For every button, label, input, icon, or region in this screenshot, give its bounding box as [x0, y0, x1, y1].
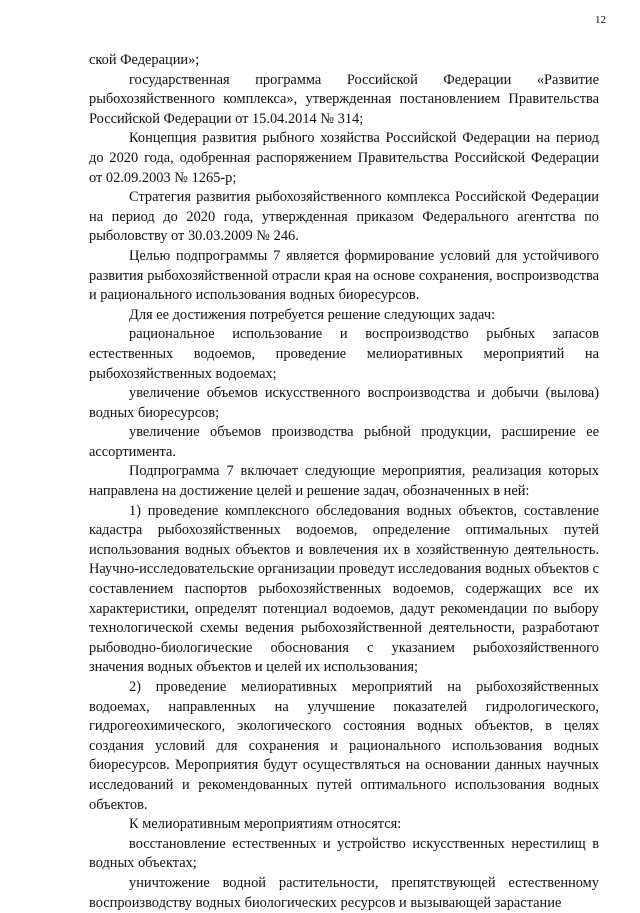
page-number: 12 [595, 14, 606, 26]
paragraph: ской Федерации»; [89, 52, 200, 68]
paragraph: Целью подпрограммы 7 является формирование условий для устойчивого развития рыбохозяйственной отрасли края на основе сохранения, воспроизводства и рационального использования водных биоресурсов. [89, 247, 599, 304]
paragraph: 2) проведение мелиоративных мероприятий на рыбохозяйственных водоемах, направленных на улучшение показателей гидрологического, гидрогеохимического, экологического состояния водных объектов, в целях создания условий для сохранения и рационального использования водных биоресурсов. Мероприятия будут осуществляться на основании данных научных исследований и рекомендованных путей оптимального использования водных объектов. [89, 679, 599, 813]
paragraph: Стратегия развития рыбохозяйственного комплекса Российской Федерации на период до 2020 года, утвержденная приказом Федерального агентства по рыболовству от 30.03.2009 № 246. [89, 189, 599, 245]
paragraph: Концепция развития рыбного хозяйства Российской Федерации на период до 2020 года, одобренная распоряжением Правительства Российской Федерации от 02.09.2003 № 1265-р; [89, 130, 599, 186]
paragraph: уничтожение водной растительности, препятствующей естественному воспроизводству водных биологических ресурсов и вызывающей зарастание [89, 874, 599, 911]
paragraph: 1) проведение комплексного обследования водных объектов, составление кадастра рыбохозяйственных водоемов, определение оптимальных путей использования водных объектов и вовлечения их в хозяйственную деятельность. Научно-исследовательские организации проведут исследования водных объектов с составлением паспортов рыбохозяйственных водоемов, содержащих все их характеристики, определят потенциал водоемов, дадут рекомендации по выбору технологической схемы ведения рыбохозяйственной деятельности, разработают рыбоводно-биологические обоснования с указанием рыбохозяйственного значения водных объектов и целей их использования; [89, 502, 599, 676]
paragraph: увеличение объемов производства рыбной продукции, расширение ее ассортимента. [89, 424, 599, 460]
paragraph: К мелиоративным мероприятиям относятся: [129, 816, 402, 833]
paragraph: государственная программа Российской Федерации «Развитие рыбохозяйственного комплекса», утвержденная постановлением Правительства Российской Федерации от 15.04.2014 № 314; [89, 71, 599, 127]
body-text [89, 51, 599, 913]
paragraph: Для ее достижения потребуется решение следующих задач: [129, 306, 496, 323]
paragraph: увеличение объемов искусственного воспроизводства и добычи (вылова) водных биоресурсов; [89, 385, 599, 421]
paragraph: Подпрограмма 7 включает следующие мероприятия, реализация которых направлена на достижение целей и решение задач, обозначенных в ней: [89, 463, 599, 500]
paragraph: рациональное использование и воспроизводство рыбных запасов естественных водоемов, проведение мелиоративных мероприятий на рыбохозяйственных водоемах; [89, 326, 599, 382]
paragraph: восстановление естественных и устройство искусственных нерестилищ в водных объектах; [89, 835, 599, 872]
